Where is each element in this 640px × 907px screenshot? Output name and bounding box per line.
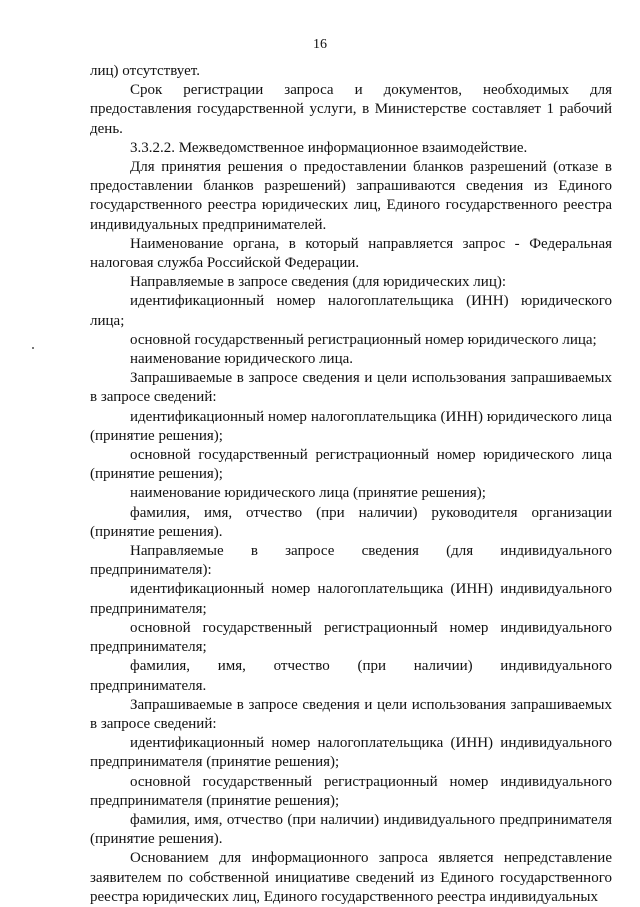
paragraph: основной государственный регистрационный номер индивидуального предпринимателя; [90, 619, 612, 656]
paragraph: Направляемые в запросе сведения (для юридических лиц): [130, 274, 507, 291]
paragraph: фамилия, имя, отчество (при наличии) руководителя организации (принятие решения). [90, 504, 612, 540]
paragraph: основной государственный регистрационный номер юридического лица; [130, 331, 597, 348]
paragraph: фамилия, имя, отчество (при наличии) индивидуального предпринимателя (принятие решения). [90, 811, 612, 848]
paragraph: Направляемые в запросе сведения (для индивидуального предпринимателя): [90, 543, 612, 579]
document-body [90, 62, 612, 907]
page-number: 16 [313, 37, 327, 52]
paragraph: Запрашиваемые в запросе сведения и цели использования запрашиваемых в запросе сведений: [90, 696, 612, 732]
scan-artifact-dot [32, 347, 34, 349]
paragraph: идентификационный номер налогоплательщика (ИНН) юридического лица (принятие решения); [90, 408, 612, 444]
paragraph: фамилия, имя, отчество (при наличии) индивидуального предпринимателя. [90, 658, 612, 694]
paragraph: лиц) отсутствует. [90, 63, 200, 79]
paragraph: Наименование органа, в который направляется запрос - Федеральная налоговая служба Российской Федерации. [90, 235, 612, 272]
paragraph: Основанием для информационного запроса является непредставление заявителем по собственной инициативе сведений из Единого государственного реестра юридических лиц, Единого государственного реестра индивидуальных [90, 850, 612, 905]
paragraph: основной государственный регистрационный номер юридического лица (принятие решения); [90, 447, 612, 483]
paragraph: Для принятия решения о предоставлении бланков разрешений (отказе в предоставлении бланков разрешений) запрашиваются сведения из Единого государственного реестра юридических лиц, Единого государственного реестра индивидуальных предпринимателей. [90, 159, 612, 233]
paragraph: Срок регистрации запроса и документов, необходимых для предоставления государственной услуги, в Министерстве составляет 1 рабочий день. [90, 82, 612, 137]
paragraph: идентификационный номер налогоплательщика (ИНН) индивидуального предпринимателя (принятие решения); [90, 735, 612, 771]
paragraph: основной государственный регистрационный номер индивидуального предпринимателя (принятие решения); [90, 773, 612, 809]
paragraph: наименование юридического лица. [130, 351, 354, 368]
paragraph: наименование юридического лица (принятие решения); [130, 485, 486, 502]
paragraph: идентификационный номер налогоплательщика (ИНН) индивидуального предпринимателя; [90, 581, 612, 617]
paragraph: идентификационный номер налогоплательщика (ИНН) юридического лица; [90, 293, 612, 329]
paragraph: 3.3.2.2. Межведомственное информационное взаимодействие. [130, 139, 528, 156]
paragraph: Запрашиваемые в запросе сведения и цели использования запрашиваемых в запросе сведений: [90, 370, 612, 406]
